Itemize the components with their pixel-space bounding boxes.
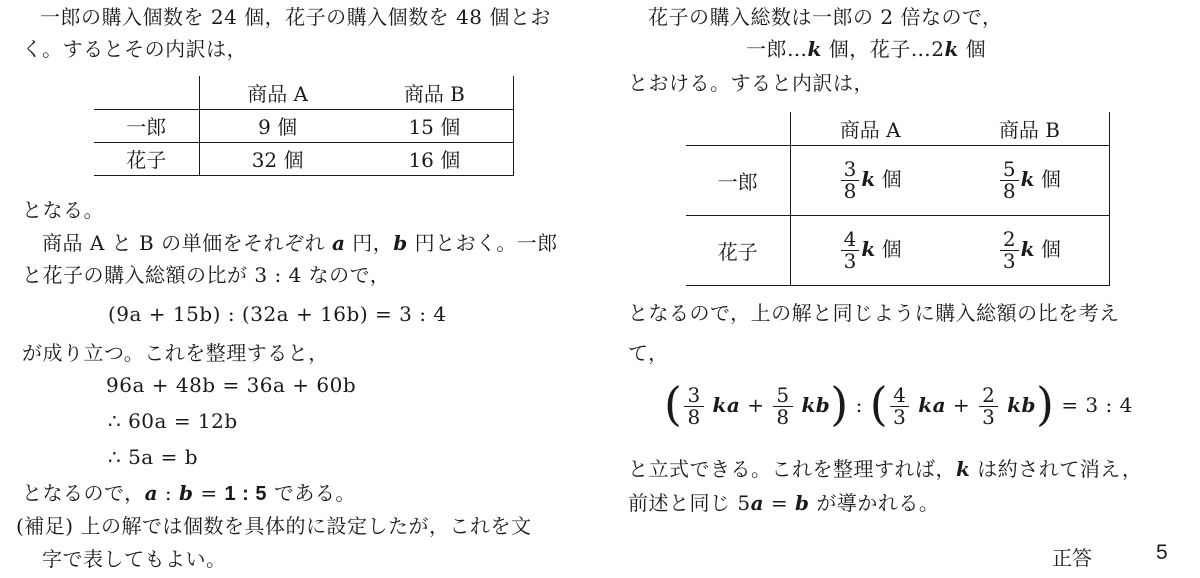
table-row (686, 215, 1110, 285)
paragraph-line (628, 454, 1142, 484)
ratio-equation: ( $\frac{3}{8}$ ka + $\frac{5}{8}$ kb) : ( $\frac{4}{3}$ ka + $\frac{2}{3}$ kb) = 3 : 4 (664, 376, 1133, 431)
paragraph-line: く。するとその内訳は， (22, 37, 248, 61)
fraction-table (686, 112, 1110, 286)
denominator: 3 (843, 248, 857, 273)
math-term: ka (712, 393, 741, 417)
equation-rhs: = 3 : 4 (1061, 393, 1133, 417)
row-label: 花子 (686, 215, 790, 285)
paragraph-line: が成り立つ。これを整理すると， (22, 341, 329, 365)
math-var: k (956, 457, 971, 481)
paragraph-line (42, 228, 558, 258)
numerator: 5 (773, 385, 792, 407)
conclusion-line (22, 478, 356, 509)
math-term: ka (918, 393, 947, 417)
text-span: と立式できる。これを整理すれば， (628, 457, 956, 481)
numerator: 3 (684, 385, 703, 407)
table-cell (950, 145, 1110, 215)
row-label: 一郎 (94, 109, 199, 142)
table-cell: 15 個 (356, 109, 514, 142)
table-header: 商品 B (950, 112, 1110, 145)
answer-value: 5 (1156, 541, 1168, 564)
table-header-row (686, 112, 1110, 145)
paragraph-line (628, 488, 939, 518)
text-span: 個，花子…2 (821, 37, 945, 61)
table-cell (950, 215, 1110, 285)
text-span: が導かれる。 (809, 491, 940, 515)
equation: ∴ 5a = b (108, 445, 199, 469)
ratio-result: 1 : 5 (224, 483, 268, 505)
math-var: k (944, 37, 959, 61)
unit: 個 (881, 236, 902, 261)
text-span: 前述と同じ 5 (628, 491, 751, 515)
numerator: 4 (890, 385, 909, 407)
unit: 個 (881, 166, 902, 191)
text-span: = (764, 491, 796, 515)
row-label: 一郎 (686, 145, 790, 215)
unit: 個 (1040, 166, 1061, 191)
text-span: である。 (267, 481, 356, 505)
fraction (1000, 226, 1019, 273)
math-term: kb (1007, 393, 1036, 417)
paragraph-line: 一郎の購入個数を 24 個，花子の購入個数を 48 個とお (40, 5, 551, 29)
numerator: 2 (1000, 229, 1019, 251)
fraction (684, 385, 703, 428)
denominator: 3 (893, 405, 907, 429)
denominator: 8 (1002, 178, 1016, 203)
paren-open: ( (664, 376, 683, 431)
denominator: 8 (776, 405, 790, 429)
math-var: k (861, 166, 876, 191)
paragraph-line: とおける。すると内訳は， (628, 71, 874, 95)
paragraph-line: となる。 (22, 198, 104, 222)
math-term: kb (801, 393, 831, 417)
text-span: 円， (345, 231, 394, 255)
text-span: 個 (958, 37, 987, 61)
paragraph-line (746, 34, 986, 64)
denominator: 8 (687, 405, 701, 429)
supplement-line: 字で表してもよい。 (42, 547, 227, 571)
paren-open: ( (869, 376, 889, 431)
text-span: となるので， (22, 481, 145, 505)
numerator: 2 (979, 385, 998, 407)
row-label: 花子 (94, 142, 199, 175)
math-var: a (144, 481, 159, 505)
text-span: は約されて消え， (970, 457, 1143, 481)
text-span: 円とおく。一郎 (407, 231, 558, 255)
text-span: : (158, 481, 180, 505)
denominator: 8 (843, 178, 857, 203)
math-var: b (179, 481, 194, 505)
math-var: b (393, 231, 408, 255)
table-cell (94, 76, 199, 109)
table-header: 商品 B (356, 76, 514, 109)
table-header: 商品 A (839, 117, 901, 142)
numerator: 4 (841, 229, 860, 251)
text-span: 一郎… (746, 37, 808, 61)
table-header: 商品 A (247, 81, 309, 106)
paragraph-line: 花子の購入総数は一郎の 2 倍なので， (648, 5, 1003, 29)
text-span: = (193, 481, 225, 505)
table-header-row (94, 76, 514, 109)
fraction (841, 156, 860, 203)
math-var: k (1020, 166, 1035, 191)
denominator: 3 (1002, 248, 1016, 273)
paragraph-line: となるので，上の解と同じように購入総額の比を考え (628, 301, 1120, 325)
math-var: b (795, 491, 810, 515)
equation: 96a + 48b = 36a + 60b (106, 373, 357, 397)
text-span: 商品 A と B の単価をそれぞれ (42, 231, 332, 255)
fraction (841, 226, 860, 273)
count-table (94, 76, 514, 176)
paragraph-line: と花子の購入総額の比が 3 : 4 なので， (22, 263, 391, 287)
fraction (1000, 156, 1019, 203)
paren-close: ) (1036, 376, 1055, 431)
table-cell: 9 個 (258, 115, 298, 139)
math-var: k (807, 37, 822, 61)
table-cell: 16 個 (356, 142, 514, 175)
table-cell: 32 個 (251, 148, 304, 172)
table-row (94, 142, 514, 175)
table-cell (790, 145, 950, 215)
fraction (979, 385, 998, 428)
numerator: 5 (1000, 159, 1019, 181)
table-cell (686, 112, 790, 145)
table-row (686, 145, 1110, 215)
equation: ∴ 60a = 12b (108, 409, 238, 433)
table-cell (790, 215, 950, 285)
math-var: a (750, 491, 765, 515)
numerator: 3 (841, 159, 860, 181)
supplement-line: (補足) 上の解では個数を具体的に設定したが，これを文 (16, 514, 532, 538)
math-var: k (861, 236, 876, 261)
math-var: k (1020, 236, 1035, 261)
math-var: a (331, 231, 346, 255)
answer-label: 正答 (1052, 546, 1092, 570)
fraction (890, 385, 909, 428)
table-row (94, 109, 514, 142)
equation: (9a + 15b) : (32a + 16b) = 3 : 4 (108, 302, 447, 326)
paren-close: ) (830, 376, 849, 431)
denominator: 3 (982, 405, 996, 429)
unit: 個 (1040, 236, 1061, 261)
paragraph-line: て， (628, 341, 669, 365)
fraction (773, 385, 792, 428)
